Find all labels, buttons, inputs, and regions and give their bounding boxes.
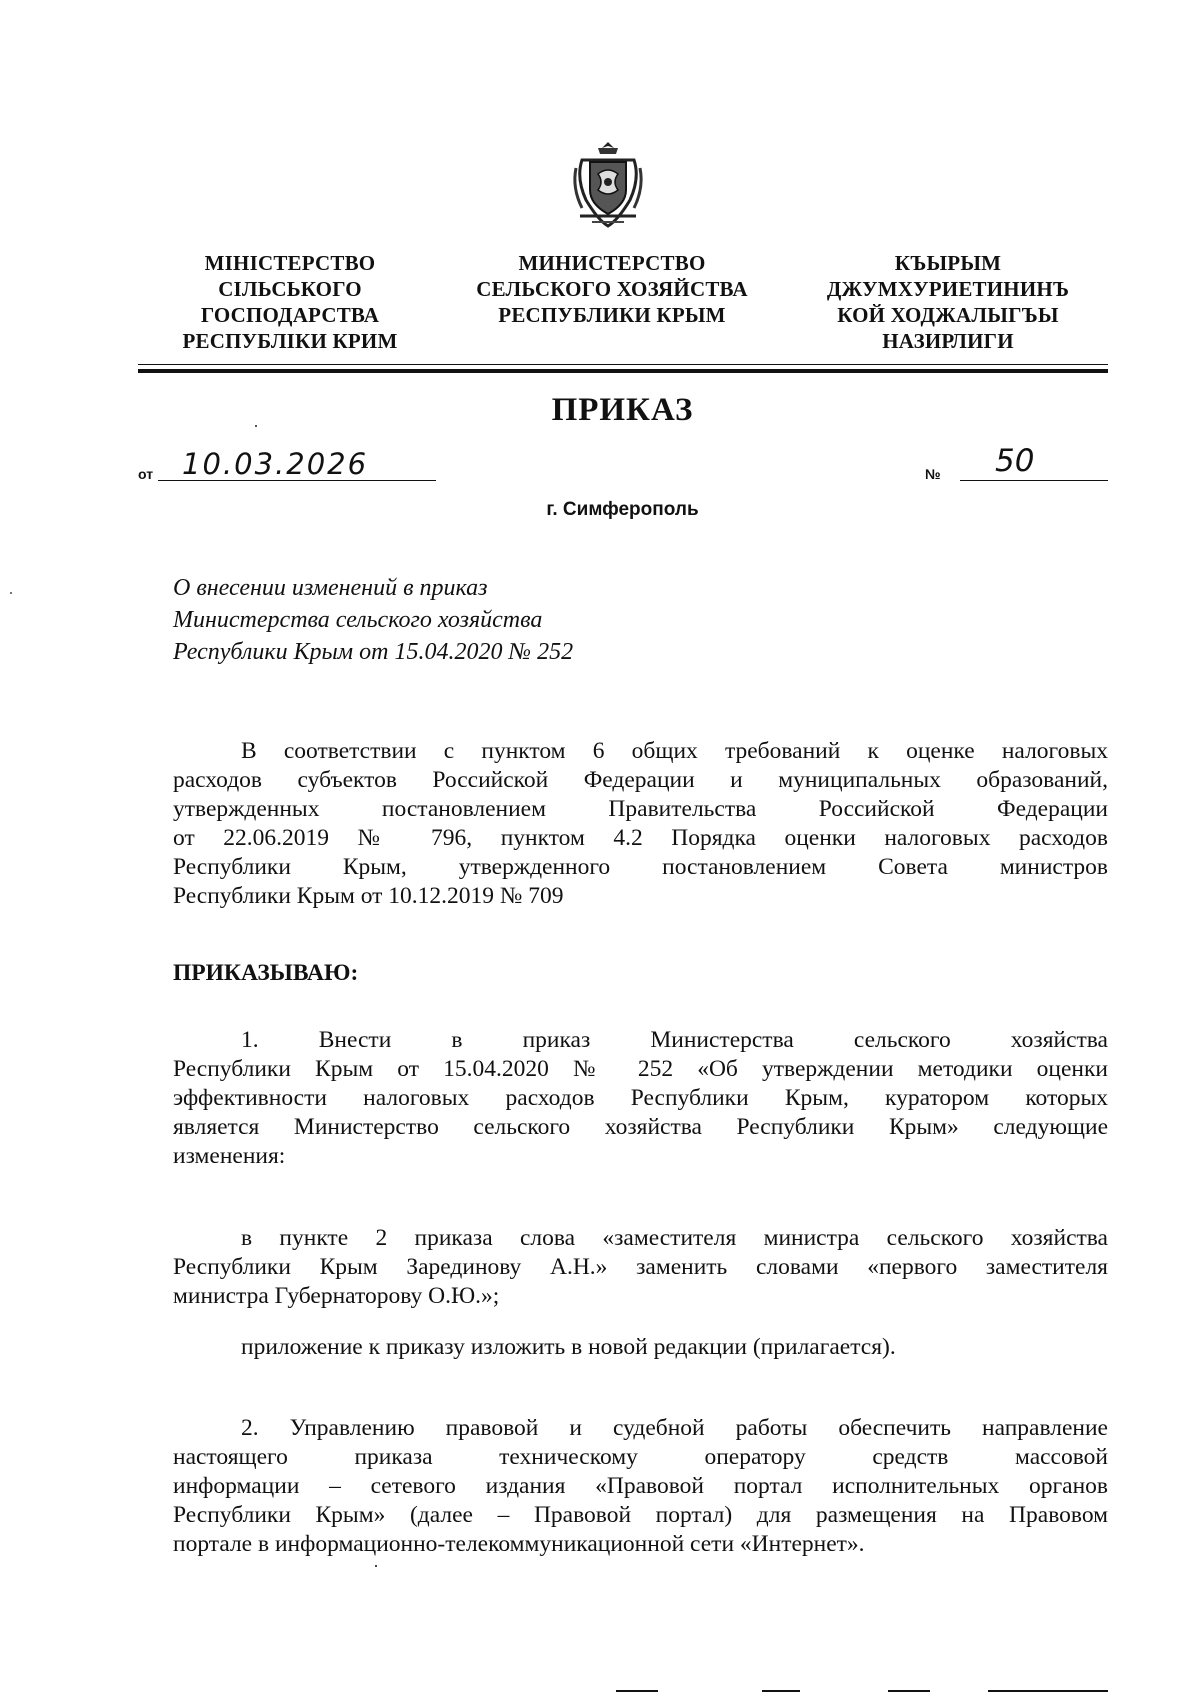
number-prefix: № xyxy=(925,466,941,482)
change-2-paragraph xyxy=(173,1333,1108,1362)
org-line: МІНІСТЕРСТВО xyxy=(204,251,376,275)
paragraph-line: расходов субъектов Российской Федерации и муниципальных образований, xyxy=(173,767,1108,793)
city-name: г. Симферополь xyxy=(546,499,699,520)
org-line: ГОСПОДАРСТВА xyxy=(200,303,380,327)
paragraph-line: 1. Внести в приказ Министерства сельского хозяйства xyxy=(241,1027,1108,1053)
paragraph-line: от 22.06.2019 № 796, пунктом 4.2 Порядка оценки налоговых расходов xyxy=(173,825,1108,851)
item-2-paragraph xyxy=(173,1414,1108,1559)
date-prefix: от xyxy=(138,466,154,482)
paragraph-line: Республики Крым Зарединову А.Н.» заменить словами «первого заместителя xyxy=(173,1254,1108,1280)
paragraph-line: Республики Крым, утвержденного постановлением Совета министров xyxy=(173,854,1108,880)
paragraph-line: В соответствии с пунктом 6 общих требований к оценке налоговых xyxy=(241,738,1108,764)
paragraph-line: информации – сетевого издания «Правовой портал исполнительных органов xyxy=(173,1473,1108,1499)
paragraph-line: Республики Крым от 15.04.2020 № 252 «Об утверждении методики оценки xyxy=(173,1056,1108,1082)
scan-speck xyxy=(255,425,257,427)
org-line: НАЗИРЛИГИ xyxy=(882,329,1014,353)
footer-line-fragment xyxy=(616,1690,658,1692)
subject-line: Министерства сельского хозяйства xyxy=(173,607,543,633)
org-name-ukrainian xyxy=(150,250,430,354)
org-line: СЕЛЬСКОГО ХОЗЯЙСТВА xyxy=(476,277,748,301)
paragraph-line: настоящего приказа техническому оператору средств массовой xyxy=(173,1444,1108,1470)
footer-line-fragment xyxy=(988,1690,1108,1692)
paragraph-line: Республики Крым от 10.12.2019 № 709 xyxy=(173,883,564,909)
handwritten-date: 10.03.2026 xyxy=(182,447,369,481)
paragraph-line: в пункте 2 приказа слова «заместителя министра сельского хозяйства xyxy=(241,1225,1108,1251)
org-line: СІЛЬСЬКОГО xyxy=(218,277,362,301)
org-name-russian xyxy=(452,250,772,328)
org-line: КЪЫРЫМ xyxy=(894,251,1002,275)
org-line: КОЙ ХОДЖАЛЫГЪЫ xyxy=(837,303,1059,327)
org-name-crimean-tatar xyxy=(798,250,1098,354)
paragraph-line: приложение к приказу изложить в новой редакции (прилагается). xyxy=(241,1334,896,1360)
header-divider-thin xyxy=(138,364,1108,365)
preamble-paragraph xyxy=(173,737,1108,911)
document-title: ПРИКАЗ xyxy=(551,392,694,428)
item-1-paragraph xyxy=(173,1026,1108,1171)
paragraph-line: является Министерство сельского хозяйства Республики Крым» следующие xyxy=(173,1114,1108,1140)
subject-line: Республики Крым от 15.04.2020 № 252 xyxy=(173,639,574,665)
org-line: МИНИСТЕРСТВО xyxy=(518,251,706,275)
paragraph-line: утвержденных постановлением Правительства Российской Федерации xyxy=(173,796,1108,822)
header-divider-thick xyxy=(138,369,1108,373)
handwritten-number: 50 xyxy=(995,443,1035,479)
footer-line-fragment xyxy=(762,1690,800,1692)
order-heading: ПРИКАЗЫВАЮ: xyxy=(173,960,359,986)
org-line: РЕСПУБЛІКИ КРИМ xyxy=(182,329,398,353)
subject-line: О внесении изменений в приказ xyxy=(173,575,488,601)
paragraph-line: портале в информационно-телекоммуникационной сети «Интернет». xyxy=(173,1531,865,1557)
coat-of-arms-emblem xyxy=(568,138,648,230)
paragraph-line: эффективности налоговых расходов Республики Крым, куратором которых xyxy=(173,1085,1108,1111)
org-line: РЕСПУБЛИКИ КРЫМ xyxy=(498,303,726,327)
paragraph-line: Республики Крым» (далее – Правовой портал) для размещения на Правовом xyxy=(173,1502,1108,1528)
paragraph-line: изменения: xyxy=(173,1143,286,1169)
org-line: ДЖУМХУРИЕТИНИНЪ xyxy=(826,277,1070,301)
paragraph-line: министра Губернаторову О.Ю.»; xyxy=(173,1283,500,1309)
change-1-paragraph xyxy=(173,1224,1108,1311)
footer-line-fragment xyxy=(888,1690,930,1692)
scan-speck xyxy=(10,592,12,594)
paragraph-line: 2. Управлению правовой и судебной работы обеспечить направление xyxy=(241,1415,1108,1441)
scan-speck xyxy=(375,1565,377,1567)
number-underline xyxy=(960,480,1108,481)
document-subject xyxy=(173,572,573,668)
